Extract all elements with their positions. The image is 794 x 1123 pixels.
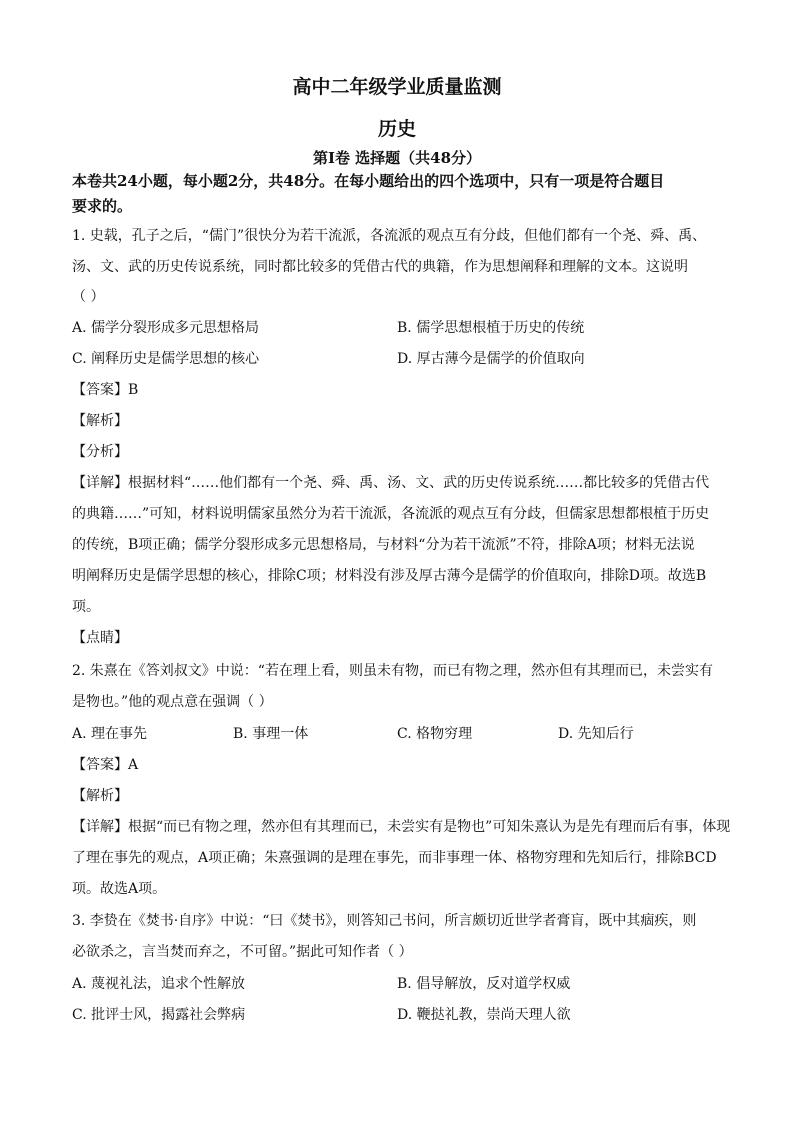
q3-option-a: A. 蔑视礼法，追求个性解放 — [72, 976, 246, 992]
q2-stem-line-1: 2. 朱熹在《答刘叔文》中说：“若在理上看，则虽未有物，而已有物之理，然亦但有其理而已，未尝实有 — [72, 663, 713, 679]
q2-option-d: D. 先知后行 — [558, 726, 634, 742]
q2-answer: 【答案】A — [72, 757, 139, 773]
q2-option-c: C. 格物穷理 — [397, 726, 473, 742]
section-title: 第Ⅰ卷 选择题（共48分） — [312, 149, 482, 167]
q1-fenxi-label: 【分析】 — [72, 444, 128, 460]
q2-analysis-label: 【解析】 — [72, 788, 128, 804]
q1-analysis-label: 【解析】 — [72, 413, 128, 429]
q1-option-d: D. 厚古薄今是儒学的价值取向 — [397, 351, 585, 367]
q1-stem-line-1: 1. 史载，孔子之后，“儒门”很快分为若干流派，各流派的观点互有分歧，但他们都有一个尧、舜、禹、 — [72, 228, 707, 244]
q2-detail-line-3: 项。故选A项。 — [72, 881, 167, 897]
q3-stem-line-2: 必欲杀之，言当焚而弃之，不可留。”据此可知作者（ ） — [72, 944, 413, 960]
q2-detail-line-1: 【详解】根据“而已有物之理，然亦但有其理而已，未尝实有是物也”可知朱熹认为是先有理而后有事，体现 — [72, 819, 731, 835]
instructions-line-1: 本卷共24小题，每小题2分，共48分。在每小题给出的四个选项中，只有一项是符合题目 — [72, 172, 665, 190]
q2-option-b: B. 事理一体 — [233, 726, 309, 742]
q1-detail-line-3: 的传统，B项正确；儒学分裂形成多元思想格局，与材料“分为若干流派”不符，排除A项；材料无法说 — [72, 537, 695, 553]
q2-option-a: A. 理在事先 — [72, 726, 148, 742]
q3-option-b: B. 倡导解放，反对道学权威 — [397, 976, 571, 992]
q2-detail-line-2: 了理在事先的观点，A项正确；朱熹强调的是理在事先，而非事理一体、格物穷理和先知后行，排除BCD — [72, 850, 717, 866]
q1-stem-line-3: （ ） — [72, 289, 105, 305]
exam-title: 高中二年级学业质量监测 — [292, 76, 502, 98]
q1-stem-line-2: 汤、文、武的历史传说系统，同时都比较多的凭借古代的典籍，作为思想阐释和理解的文本。这说明 — [72, 259, 688, 275]
q1-option-c: C. 阐释历史是儒学思想的核心 — [72, 351, 260, 367]
q1-detail-line-4: 明阐释历史是儒学思想的核心，排除C项；材料没有涉及厚古薄今是儒学的价值取向，排除D项。故选B — [72, 568, 707, 584]
q1-detail-line-2: 的典籍……”可知，材料说明儒家虽然分为若干流派，各流派的观点互有分歧，但儒家思想都根植于历史 — [72, 506, 710, 522]
instructions-line-2: 要求的。 — [72, 197, 133, 215]
q1-option-b: B. 儒学思想根植于历史的传统 — [397, 320, 585, 336]
q3-option-c: C. 批评士风，揭露社会弊病 — [72, 1007, 246, 1023]
q1-option-a: A. 儒学分裂形成多元思想格局 — [72, 320, 260, 336]
q1-answer: 【答案】B — [72, 382, 139, 398]
q1-detail-line-5: 项。 — [72, 599, 100, 615]
q3-stem-line-1: 3. 李贽在《焚书·自序》中说：“曰《焚书》，则答知己书问，所言颇切近世学者膏肓，既中其痼疾，则 — [72, 913, 697, 929]
subject-title: 历史 — [377, 118, 416, 140]
q1-dianjing-label: 【点睛】 — [72, 630, 128, 646]
q3-option-d: D. 鞭挞礼教，崇尚天理人欲 — [397, 1007, 571, 1023]
q2-stem-line-2: 是物也。”他的观点意在强调（ ） — [72, 694, 273, 710]
q1-detail-line-1: 【详解】根据材料“……他们都有一个尧、舜、禹、汤、文、武的历史传说系统……都比较多的凭借古代 — [72, 475, 710, 491]
